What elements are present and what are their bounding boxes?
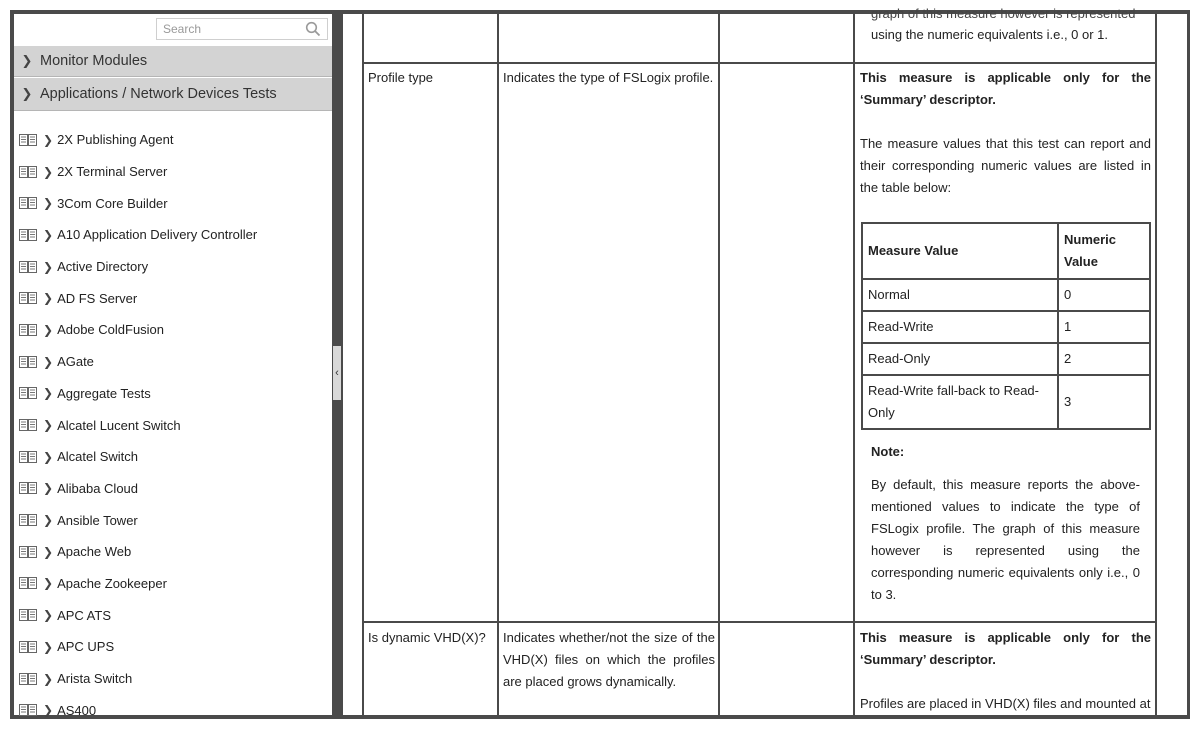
measure-description: Indicates whether/not the size of the VHD(X) files on which the profiles are placed grows dynamically.: [503, 630, 715, 689]
tree-item-label: 2X Terminal Server: [57, 164, 168, 180]
header-measure-value: Measure Value: [862, 223, 1058, 279]
chevron-right-icon: ❯: [43, 196, 54, 211]
search-input[interactable]: [157, 19, 308, 39]
tree-item[interactable]: [14, 599, 332, 631]
table-border: [1155, 14, 1157, 715]
measure-value-cell: Read-Only: [862, 343, 1058, 375]
book-icon: [19, 546, 37, 558]
tree-item-label: AS400: [57, 702, 97, 718]
book-icon: [19, 261, 37, 273]
book-icon: [19, 324, 37, 336]
tree-item[interactable]: [14, 663, 332, 695]
table-border: [853, 14, 855, 715]
table-row: [862, 311, 1150, 343]
book-icon: [19, 514, 37, 526]
tree-item[interactable]: [14, 282, 332, 314]
module-monitor-modules[interactable]: [14, 46, 332, 77]
chevron-right-icon: ❯: [43, 132, 54, 147]
tree-item-label: A10 Application Delivery Controller: [57, 227, 258, 243]
table-row: [862, 375, 1150, 429]
tree-item[interactable]: [14, 694, 332, 726]
tree-item[interactable]: [14, 536, 332, 568]
details-text: graph of this measure however is represented: [871, 6, 1136, 21]
book-icon: [19, 451, 37, 463]
chevron-right-icon: ❯: [21, 86, 33, 101]
tree-item[interactable]: [14, 568, 332, 600]
measure-value-cell: Normal: [862, 279, 1058, 311]
book-icon: [19, 387, 37, 399]
details-text: Profiles are placed in VHD(X) files and mounted at: [860, 696, 1151, 711]
chevron-right-icon: ❯: [43, 671, 54, 686]
numeric-value-cell: 3: [1058, 375, 1150, 429]
measure-name: Profile type: [368, 70, 434, 85]
applicability-note: This measure is applicable only for the ‘Summary’ descriptor.: [860, 630, 1151, 667]
tree-item-label: APC ATS: [57, 607, 112, 623]
note-label: Note:: [871, 444, 905, 459]
tree-item-label: Ansible Tower: [57, 512, 138, 528]
tree-item-label: AGate: [57, 354, 94, 370]
table-border: [362, 62, 1157, 64]
applicability-note: This measure is applicable only for the ‘Summary’ descriptor.: [860, 70, 1151, 107]
tree-item-label: Apache Web: [57, 544, 132, 560]
header-numeric-value: Numeric Value: [1058, 223, 1150, 279]
tree-item[interactable]: [14, 504, 332, 536]
chevron-right-icon: ❯: [43, 418, 54, 433]
table-border: [497, 14, 499, 715]
chevron-right-icon: ❯: [43, 259, 54, 274]
search-icon[interactable]: [305, 21, 321, 37]
module-applications-network-devices-tests[interactable]: [14, 78, 332, 111]
chevron-right-icon: ❯: [43, 513, 54, 528]
chevron-right-icon: ❯: [43, 449, 54, 464]
tree-item-label: Arista Switch: [57, 671, 133, 687]
tree-item[interactable]: [14, 346, 332, 378]
tree-item[interactable]: [14, 378, 332, 410]
book-icon: [19, 356, 37, 368]
book-icon: [19, 229, 37, 241]
chevron-right-icon: ❯: [43, 291, 54, 306]
book-icon: [19, 197, 37, 209]
tree-item-label: Active Directory: [57, 259, 149, 275]
tree-item[interactable]: [14, 124, 332, 156]
search-box: [156, 18, 328, 40]
content-panel: [343, 6, 1187, 715]
chevron-right-icon: ❯: [43, 164, 54, 179]
tree-item-label: Apache Zookeeper: [57, 575, 167, 591]
tree-item[interactable]: [14, 156, 332, 188]
book-icon: [19, 134, 37, 146]
table-row: [862, 279, 1150, 311]
tree-item-label: Alcatel Switch: [57, 449, 138, 465]
module-label: Monitor Modules: [40, 53, 148, 69]
chevron-right-icon: ❯: [43, 639, 54, 654]
table-border: [718, 14, 720, 715]
tree-item[interactable]: [14, 631, 332, 663]
tree-item[interactable]: [14, 251, 332, 283]
book-icon: [19, 419, 37, 431]
numeric-value-cell: 2: [1058, 343, 1150, 375]
table-row: [862, 343, 1150, 375]
chevron-right-icon: ❯: [43, 481, 54, 496]
chevron-right-icon: ❯: [43, 703, 54, 718]
table-border: [362, 621, 1157, 623]
numeric-value-cell: 0: [1058, 279, 1150, 311]
book-icon: [19, 704, 37, 716]
measure-value-cell: Read-Write fall-back to Read-Only: [862, 375, 1058, 429]
chevron-right-icon: ❯: [21, 53, 33, 68]
module-label: Applications / Network Devices Tests: [40, 86, 277, 102]
tree-item-label: AD FS Server: [57, 290, 138, 306]
numeric-value-cell: 1: [1058, 311, 1150, 343]
tree-item-label: Adobe ColdFusion: [57, 322, 165, 338]
tree-item-label: Aggregate Tests: [57, 385, 151, 401]
chevron-left-icon: ‹: [335, 367, 339, 379]
tree-item[interactable]: [14, 409, 332, 441]
book-icon: [19, 166, 37, 178]
chevron-right-icon: ❯: [43, 354, 54, 369]
chevron-right-icon: ❯: [43, 544, 54, 559]
table-header-row: [862, 223, 1150, 279]
note-text: By default, this measure reports the above-mentioned values to indicate the type of FSLogix profile. The graph of this measure however is represented using the corresponding numeric equivalents only i.e., 0 to 3.: [871, 477, 1140, 602]
tree-item-label: Alcatel Lucent Switch: [57, 417, 181, 433]
book-icon: [19, 609, 37, 621]
tree-item[interactable]: [14, 219, 332, 251]
tree-item[interactable]: [14, 187, 332, 219]
book-icon: [19, 292, 37, 304]
chevron-right-icon: ❯: [43, 386, 54, 401]
chevron-right-icon: ❯: [43, 576, 54, 591]
test-list: [14, 124, 332, 726]
measure-value-cell: Read-Write: [862, 311, 1058, 343]
book-icon: [19, 641, 37, 653]
details-text: using the numeric equivalents i.e., 0 or 1.: [871, 27, 1109, 42]
sidebar-collapse-handle[interactable]: [333, 346, 341, 400]
measure-description: Indicates the type of FSLogix profile.: [503, 70, 714, 85]
tree-item[interactable]: [14, 314, 332, 346]
tree-item-label: APC UPS: [57, 639, 115, 655]
values-intro: The measure values that this test can report and their corresponding numeric values are listed in the table below:: [860, 136, 1151, 195]
tree-item-label: Alibaba Cloud: [57, 480, 139, 496]
tree-item-label: 3Com Core Builder: [57, 195, 168, 211]
book-icon: [19, 673, 37, 685]
tree-item[interactable]: [14, 473, 332, 505]
chevron-right-icon: ❯: [43, 608, 54, 623]
chevron-right-icon: ❯: [43, 227, 54, 242]
measure-name: Is dynamic VHD(X)?: [368, 630, 486, 645]
tree-item-label: 2X Publishing Agent: [57, 132, 174, 148]
measure-values-table: [861, 222, 1151, 430]
book-icon: [19, 577, 37, 589]
chevron-right-icon: ❯: [43, 322, 54, 337]
tree-item[interactable]: [14, 441, 332, 473]
book-icon: [19, 482, 37, 494]
table-border: [362, 14, 364, 715]
sidebar: [14, 14, 332, 718]
